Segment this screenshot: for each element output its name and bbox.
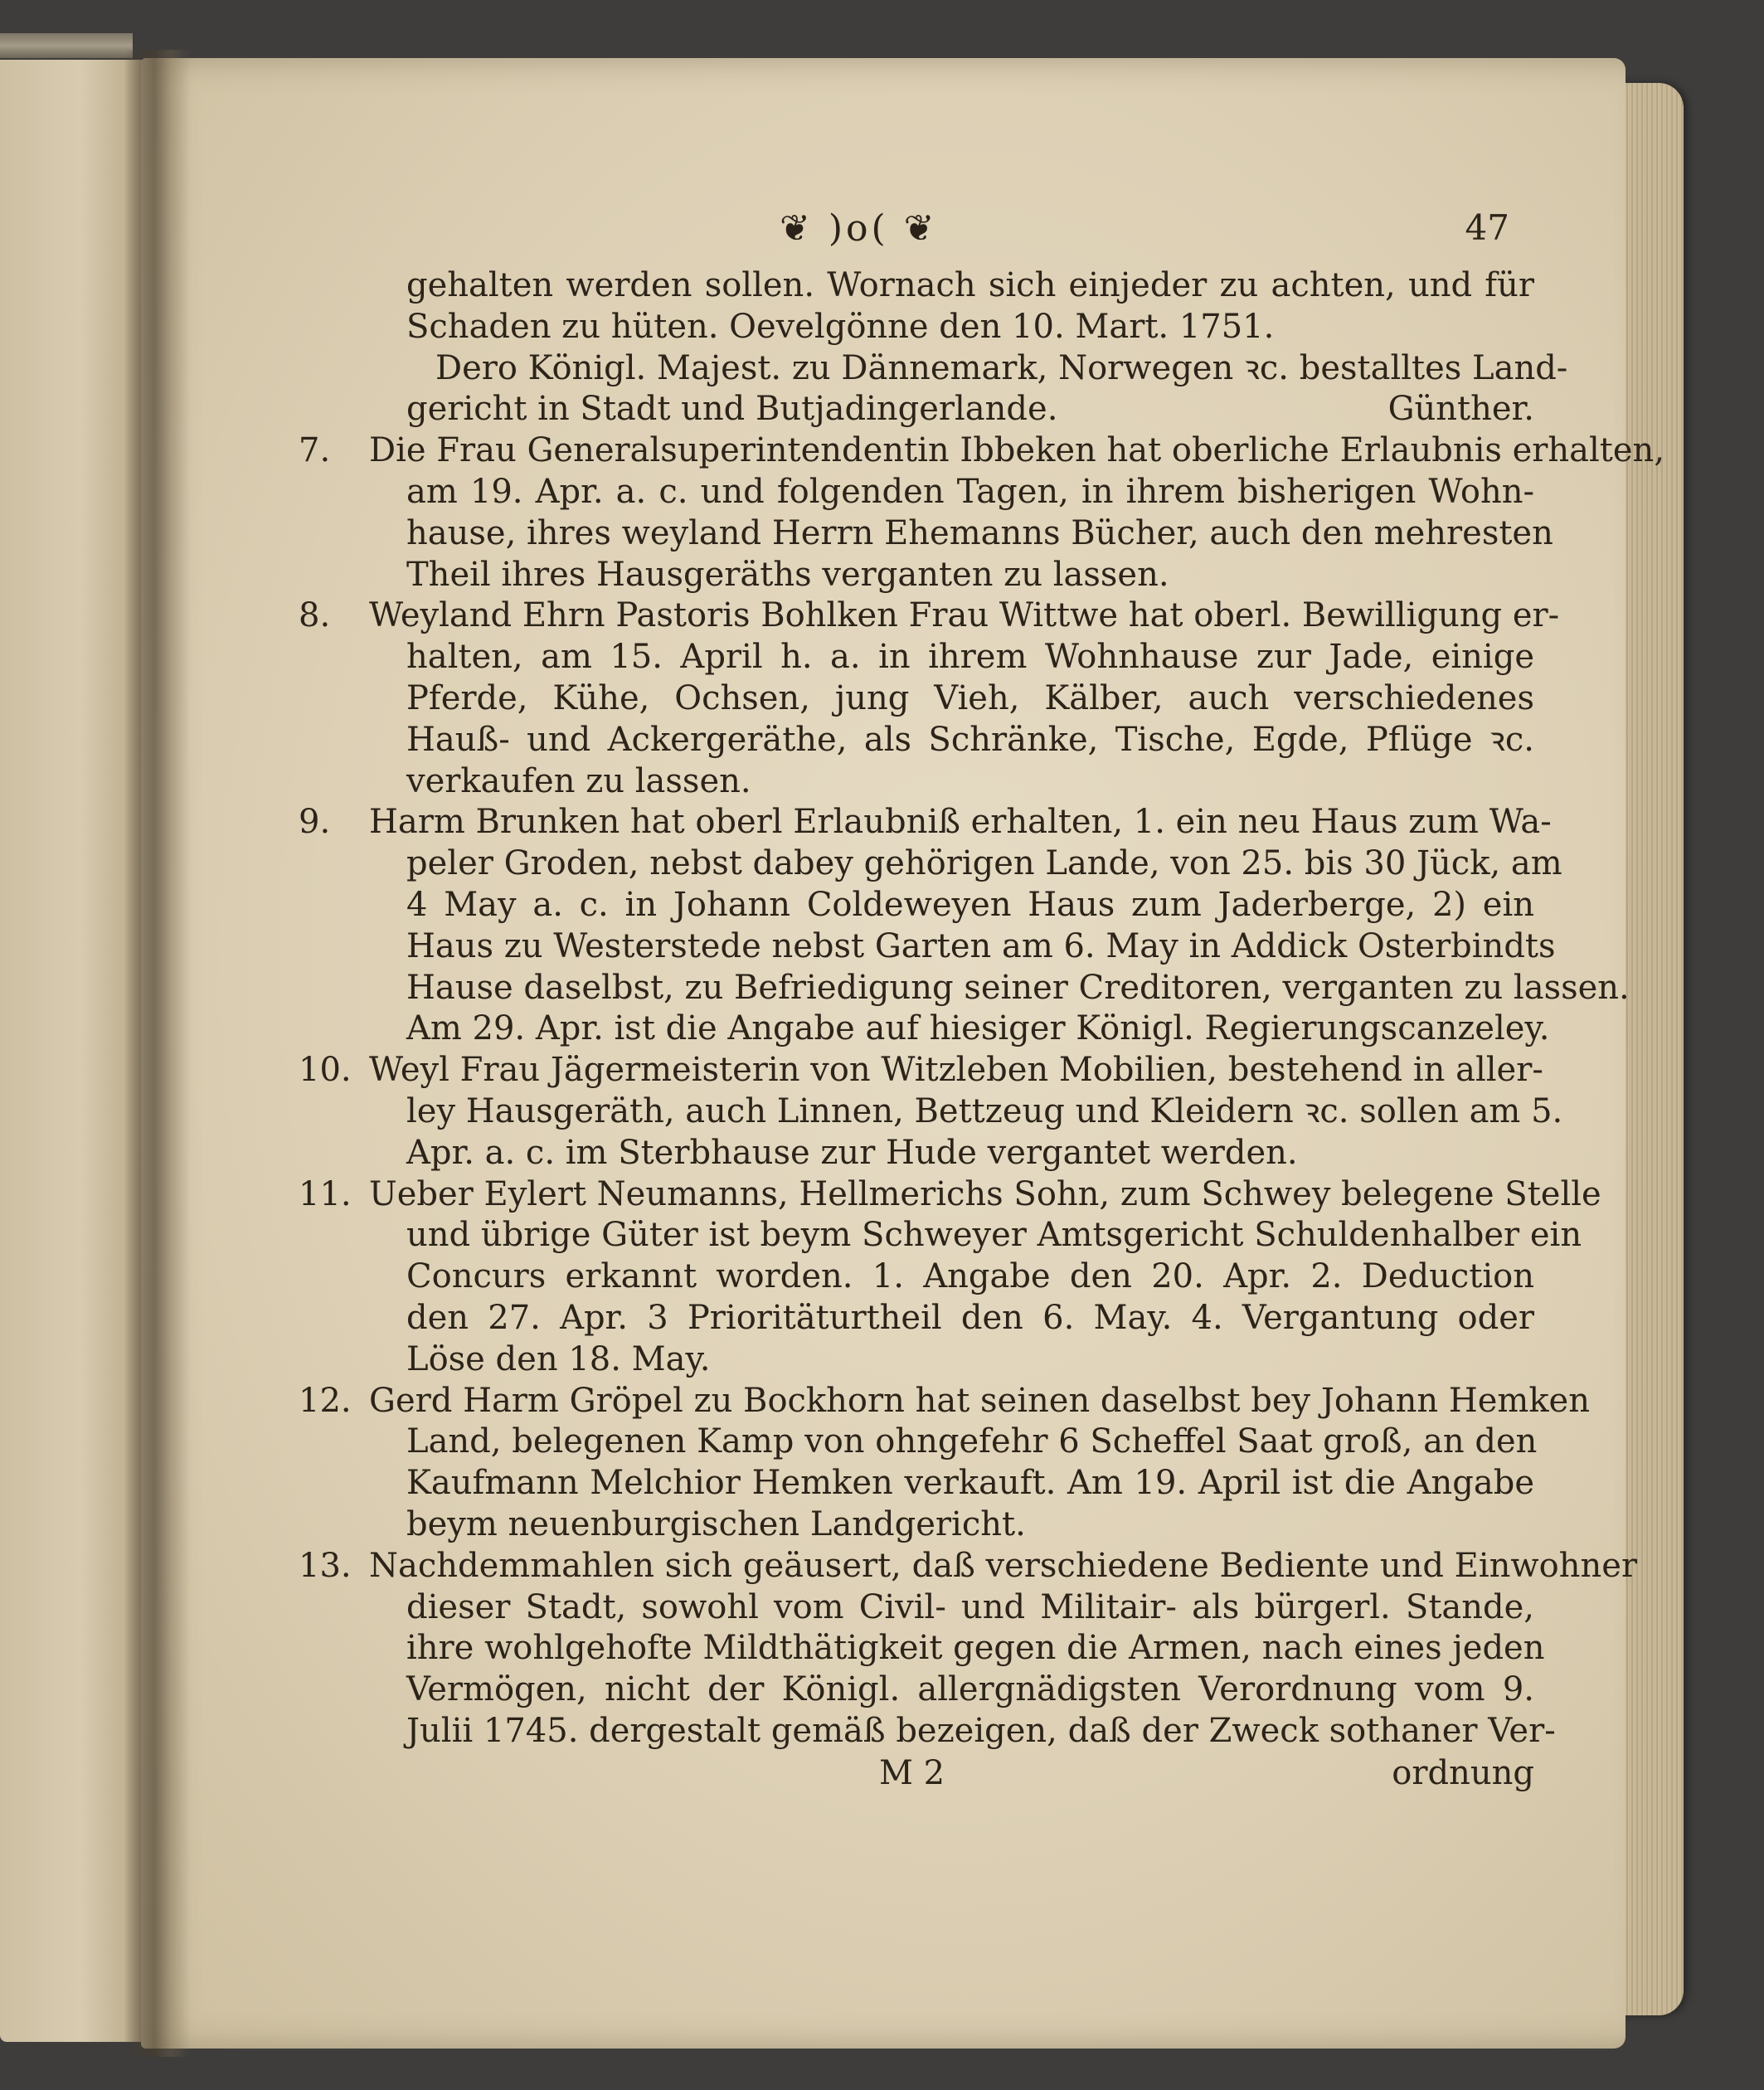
entry-line: ihre wohlgehofte Mildthätigkeit gegen die Armen, nach eines jeden [406,1629,1545,1668]
entry-11-line [299,1174,1601,1216]
entry-7-line [299,430,1665,472]
entry-12-line [299,1381,1590,1422]
entry-8-line [299,595,1560,637]
entry-line: 4 May a. c. in Johann Coldeweyen Haus zum Jaderberge, 2) ein [406,885,1534,924]
right-page [141,58,1665,2049]
entry-line: Julii 1745. dergestalt gemäß bezeigen, daß der Zweck sothaner Ver- [406,1711,1556,1750]
entry-line: Hause daselbst, zu Befriedigung seiner Creditoren, verganten zu lassen. [406,968,1630,1007]
text-line: gehalten werden sollen. Wornach sich einjeder zu achten, und für [406,266,1534,304]
entry-line: Theil ihres Hausgeräths verganten zu lassen. [406,555,1169,594]
entry-line: Haus zu Westerstede nebst Garten am 6. May in Addick Osterbindts [406,926,1556,965]
entry-text: Die Frau Generalsuperintendentin Ibbeken hat oberliche Erlaubnis erhalten, [369,431,1665,470]
entry-line: dieser Stadt, sowohl vom Civil- und Militair- als bürgerl. Stande, [406,1587,1534,1626]
entry-line: Apr. a. c. im Sterbhause zur Hude vergantet werden. [406,1133,1298,1172]
entry-line: Land, belegenen Kamp von ohngefehr 6 Scheffel Saat groß, an den [406,1422,1538,1461]
authority-line: Dero Königl. Majest. zu Dännemark, Norwegen ꝛc. bestalltes Land- [435,348,1568,387]
entry-line: am 19. Apr. a. c. und folgenden Tagen, in ihrem bisherigen Wohn- [406,472,1534,511]
entry-line: Concurs erkannt worden. 1. Angabe den 20. Apr. 2. Deduction [406,1257,1534,1296]
entry-line: Hauß- und Ackergeräthe, als Schränke, Tische, Egde, Pflüge ꝛc. [406,720,1534,759]
text-block [299,207,1665,1794]
entry-text: Nachdemmahlen sich geäusert, daß verschiedene Bediente und Einwohner [369,1546,1638,1585]
entry-line: beym neuenburgischen Landgericht. [406,1504,1026,1543]
entry-number: 13. [299,1546,352,1585]
authority-signature-line [299,389,1534,430]
page-header [299,207,1534,265]
text-line: Schaden zu hüten. Oevelgönne den 10. Mart. 1751. [406,307,1275,346]
page-footer [299,1752,1534,1794]
entry-text: Ueber Eylert Neumanns, Hellmerichs Sohn, zum Schwey belegene Stelle [369,1174,1601,1213]
entry-line: und übrige Güter ist beym Schweyer Amtsgericht Schuldenhalber ein [406,1216,1582,1255]
entry-text: Harm Brunken hat oberl Erlaubniß erhalten, 1. ein neu Haus zum Wa- [369,803,1552,842]
left-page-edge [0,60,145,2042]
book-gutter-shadow [124,50,191,2057]
entry-number: 7. [299,431,331,470]
catchword: ordnung [1392,1753,1534,1792]
entry-10-line [299,1050,1543,1091]
entry-number: 12. [299,1381,352,1420]
entry-line: verkaufen zu lassen. [406,761,751,800]
entry-line: halten, am 15. April h. a. in ihrem Wohnhause zur Jade, einige [406,638,1534,677]
entry-number: 10. [299,1051,352,1090]
entry-line: Vermögen, nicht der Königl. allergnädigsten Verordnung vom 9. [406,1670,1534,1709]
entry-line: Am 29. Apr. ist die Angabe auf hiesiger Königl. Regierungscanzeley. [406,1009,1550,1048]
entry-number: 9. [299,803,331,842]
entry-line: Kaufmann Melchior Hemken verkauft. Am 19. April ist die Angabe [406,1464,1534,1503]
entry-line: Löse den 18. May. [406,1339,711,1378]
entry-line: den 27. Apr. 3 Prioritäturtheil den 6. May. 4. Vergantung oder [406,1298,1534,1337]
entry-9-line [299,802,1552,843]
entry-line: Pferde, Kühe, Ochsen, jung Vieh, Kälber, auch verschiedenes [406,678,1534,717]
entry-number: 8. [299,596,331,635]
signature-mark: M 2 [879,1753,945,1792]
entry-number: 11. [299,1174,352,1213]
entry-line: ley Hausgeräth, auch Linnen, Bettzeug und Kleidern ꝛc. sollen am 5. [406,1091,1563,1130]
entry-line: peler Groden, nebst dabey gehörigen Lande, von 25. bis 30 Jück, am [406,844,1562,883]
binding-thread [0,33,133,58]
authority-line-2: gericht in Stadt und Butjadingerlande. [406,390,1058,429]
signer-name: Günther. [1387,390,1534,429]
entry-text: Weyl Frau Jägermeisterin von Witzleben Mobilien, bestehend in aller- [369,1051,1543,1090]
entry-line: hause, ihres weyland Herrn Ehemanns Bücher, auch den mehresten [406,513,1553,552]
entry-text: Gerd Harm Gröpel zu Bockhorn hat seinen daselbst bey Johann Hemken [369,1381,1590,1420]
header-ornament: ❦ )o( ❦ [780,207,938,250]
page-number: 47 [1465,207,1509,248]
entry-text: Weyland Ehrn Pastoris Bohlken Frau Wittwe hat oberl. Bewilligung er- [369,596,1560,635]
entry-13-line [299,1546,1638,1587]
